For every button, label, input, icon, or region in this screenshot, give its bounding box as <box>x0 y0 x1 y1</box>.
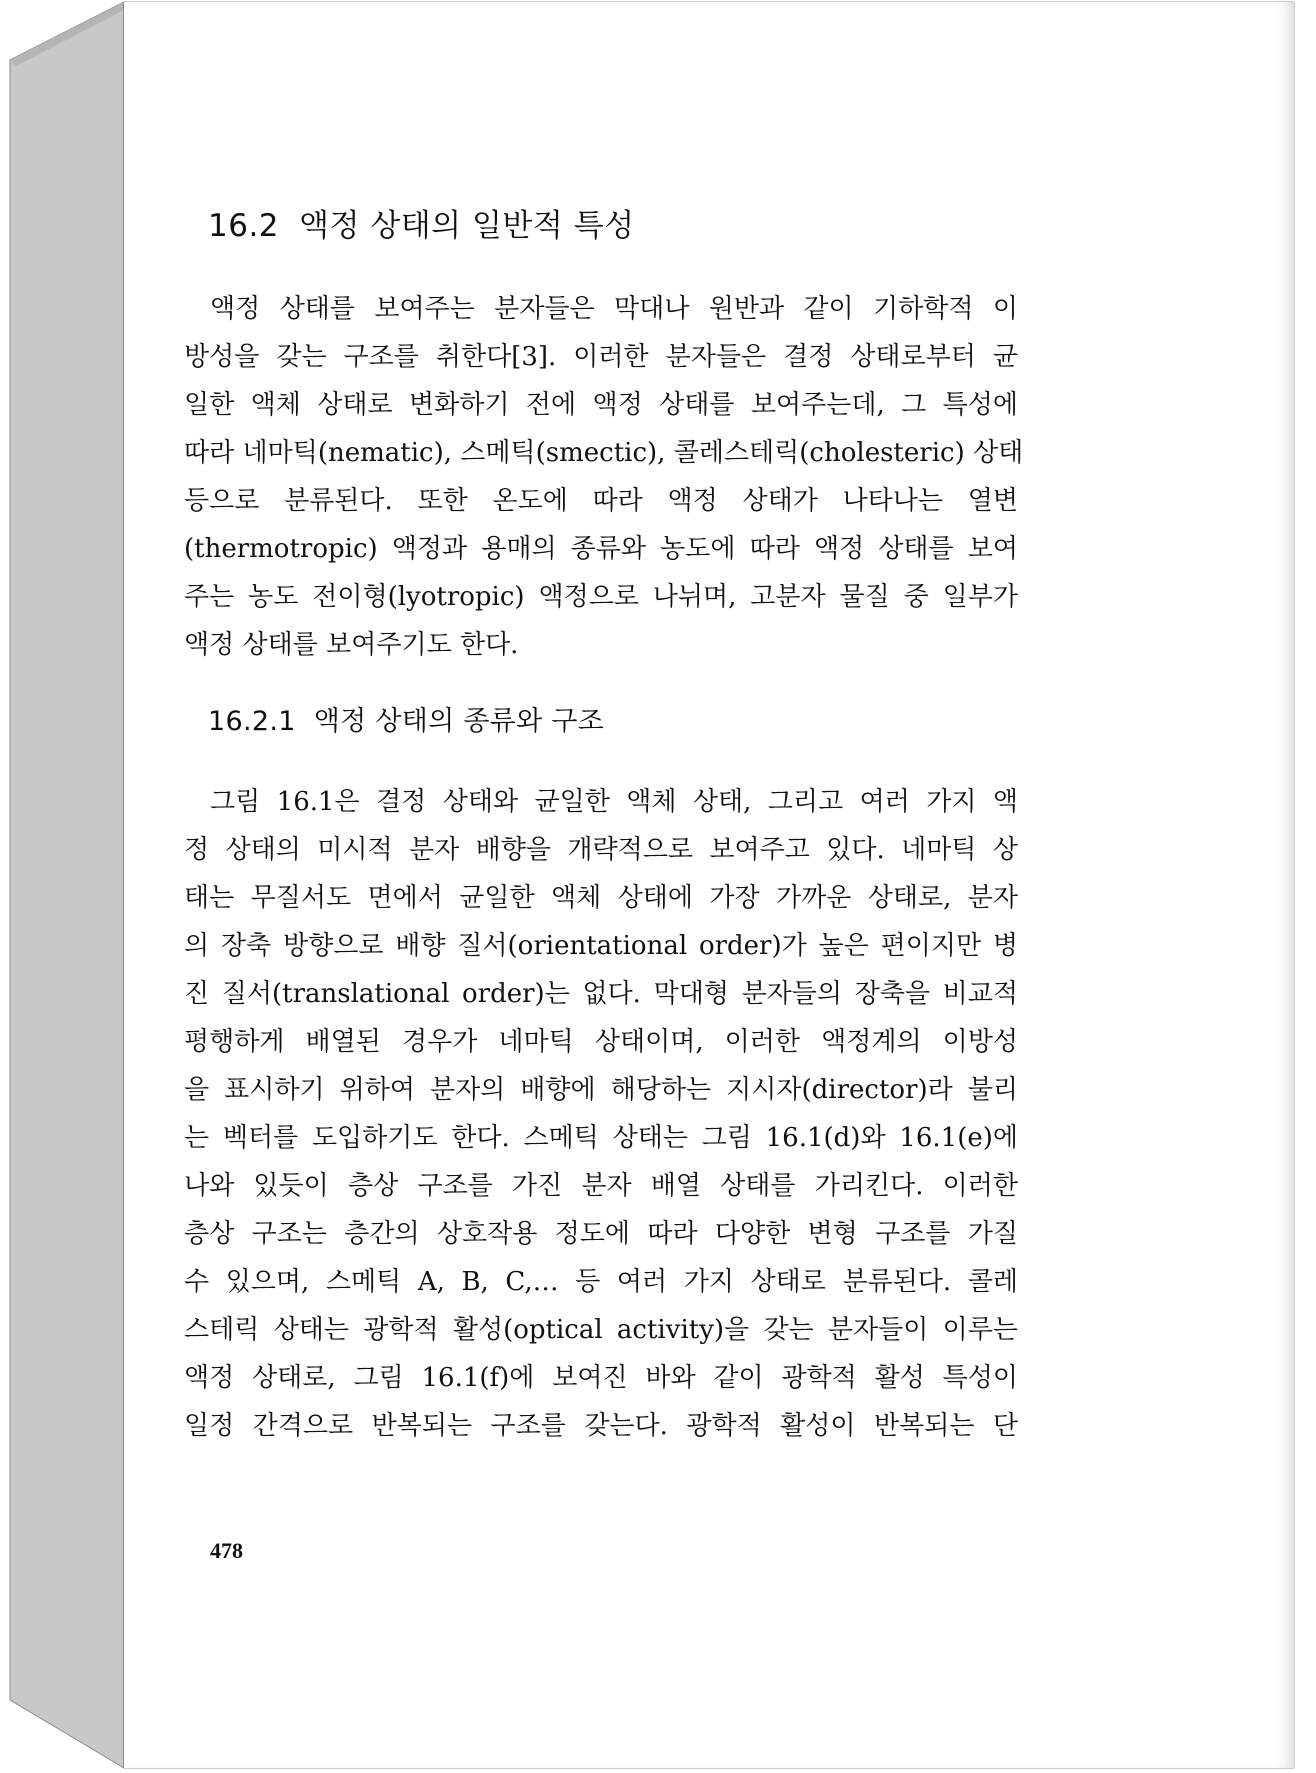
text-line: 액정 상태를 보여주는 분자들은 막대나 원반과 같이 기하학적 이 <box>210 294 1018 324</box>
text-line: 액정 상태를 보여주기도 한다. <box>184 630 519 660</box>
text-line: 나와 있듯이 층상 구조를 가진 분자 배열 상태를 가리킨다. 이러한 <box>184 1171 1018 1201</box>
text-line: 진 질서(translational order)는 없다. 막대형 분자들의 장축을 비교적 <box>184 979 1018 1009</box>
text-line: 스테릭 상태는 광학적 활성(optical activity)을 갖는 분자들이 이루는 <box>184 1315 1018 1345</box>
text-line: 따라 네마틱(nematic), 스메틱(smectic), 콜레스테릭(cholesteric) 상태 <box>184 438 1024 468</box>
section-title: 액정 상태의 일반적 특성 <box>299 208 635 244</box>
text-line: (thermotropic) 액정과 용매의 종류와 농도에 따라 액정 상태를 보여 <box>184 534 1018 564</box>
text-line: 평행하게 배열된 경우가 네마틱 상태이며, 이러한 액정계의 이방성 <box>184 1027 1018 1057</box>
text-line: 액정 상태로, 그림 16.1(f)에 보여진 바와 같이 광학적 활성 특성이 <box>184 1363 1018 1393</box>
text-line: 방성을 갖는 구조를 취한다[3]. 이러한 분자들은 결정 상태로부터 균 <box>184 342 1018 372</box>
page-content <box>184 200 1024 1450</box>
subsection-number: 16.2.1 <box>208 706 296 737</box>
text-line: 등으로 분류된다. 또한 온도에 따라 액정 상태가 나타나는 열변 <box>184 486 1018 516</box>
text-line: 수 있으며, 스메틱 A, B, C,… 등 여러 가지 상태로 분류된다. 콜레 <box>184 1267 1018 1297</box>
section-heading <box>208 200 1018 245</box>
subsection-title: 액정 상태의 종류와 구조 <box>313 706 605 737</box>
text-line: 태는 무질서도 면에서 균일한 액체 상태에 가장 가까운 상태로, 분자 <box>184 883 1018 913</box>
text-line: 일정 간격으로 반복되는 구조를 갖는다. 광학적 활성이 반복되는 단 <box>184 1411 1018 1441</box>
paragraph-2 <box>184 778 1018 1450</box>
section-number: 16.2 <box>208 208 280 244</box>
text-line: 의 장축 방향으로 배향 질서(orientational order)가 높은 편이지만 병 <box>184 931 1018 961</box>
text-line: 정 상태의 미시적 분자 배향을 개략적으로 보여주고 있다. 네마틱 상 <box>184 835 1018 865</box>
text-line: 일한 액체 상태로 변화하기 전에 액정 상태를 보여주는데, 그 특성에 <box>184 390 1018 420</box>
text-line: 주는 농도 전이형(lyotropic) 액정으로 나뉘며, 고분자 물질 중 일부가 <box>184 582 1018 612</box>
subsection-heading <box>208 699 1018 738</box>
text-line: 을 표시하기 위하여 분자의 배향에 해당하는 지시자(director)라 불리 <box>184 1075 1018 1105</box>
page-number: 478 <box>210 1538 243 1563</box>
text-line: 그림 16.1은 결정 상태와 균일한 액체 상태, 그리고 여러 가지 액 <box>210 787 1018 817</box>
paragraph-1 <box>184 285 1024 669</box>
text-line: 층상 구조는 층간의 상호작용 정도에 따라 다양한 변형 구조를 가질 <box>184 1219 1018 1249</box>
text-line: 는 벡터를 도입하기도 한다. 스메틱 상태는 그림 16.1(d)와 16.1(e)에 <box>184 1123 1018 1153</box>
